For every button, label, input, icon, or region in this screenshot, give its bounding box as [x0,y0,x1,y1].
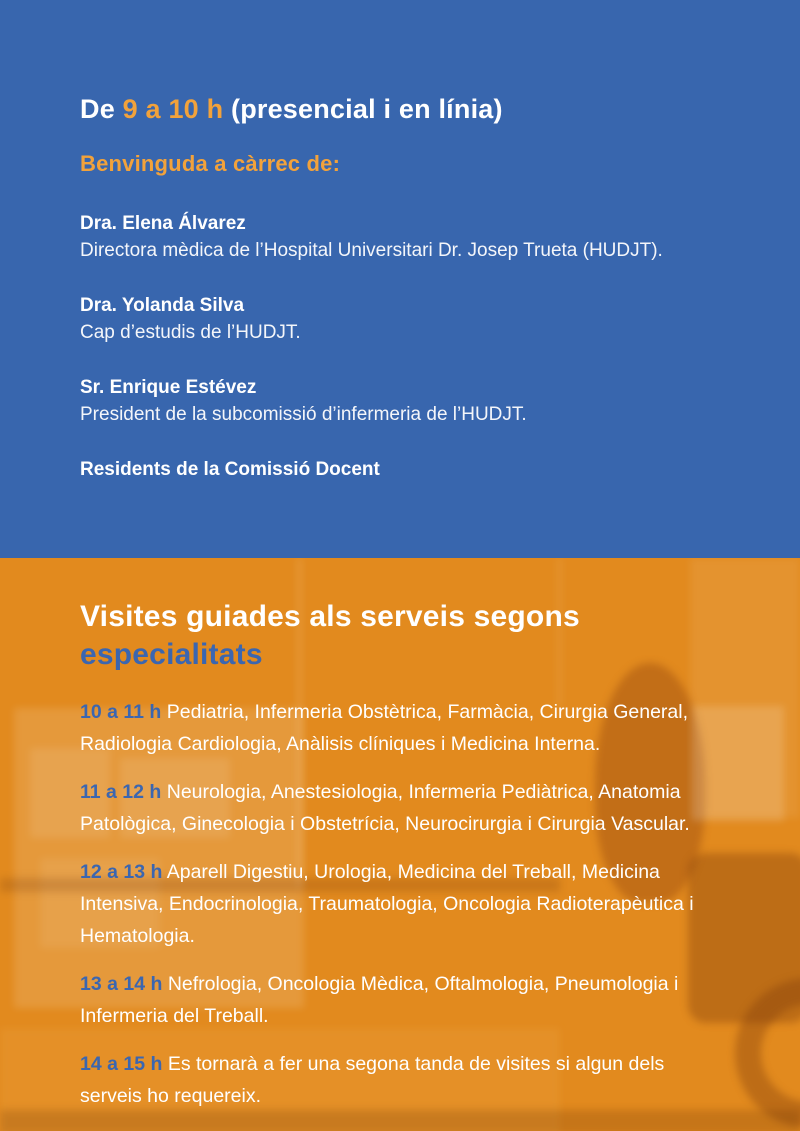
visit-services: Es tornarà a fer una segona tanda de visites si algun dels serveis ho requereix. [80,1053,665,1107]
visit-services: Neurologia, Anestesiologia, Infermeria Pediàtrica, Anatomia Patològica, Ginecologia i Obstetrícia, Neurocirurgia i Cirurgia Vascular. [80,781,690,835]
speaker-block [80,374,720,428]
session-time-range: 9 a 10 h [122,94,224,124]
visit-time-label: 12 a 13 h [80,861,163,883]
speaker-name: Dra. Elena Álvarez [80,213,246,234]
guided-visits-content [0,558,800,1112]
speaker-name: Dra. Yolanda Silva [80,295,245,316]
guided-visits-section [0,558,800,1131]
speaker-name: Sr. Enrique Estévez [80,377,257,398]
visit-slot [80,696,722,760]
speaker-block [80,292,720,346]
visit-slot [80,1048,722,1112]
visit-time-label: 13 a 14 h [80,973,163,995]
session-mode-note: (presencial i en línia) [231,94,503,124]
visit-services: Aparell Digestiu, Urologia, Medicina del Treball, Medicina Intensiva, Endocrinologia, Traumatologia, Oncologia Radioterapèutica i Hematologia. [80,861,694,947]
speaker-block [80,456,720,483]
photo-bottom-shadow [0,1110,800,1131]
visit-time-label: 14 a 15 h [80,1053,163,1075]
speaker-role: President de la subcomissió d’infermeria de l’HUDJT. [80,404,527,425]
speaker-name: Residents de la Comissió Docent [80,459,380,480]
visit-services: Pediatria, Infermeria Obstètrica, Farmàcia, Cirurgia General, Radiologia Cardiologia, Anàlisis clíniques i Medicina Interna. [80,701,689,755]
visit-services: Nefrologia, Oncologia Mèdica, Oftalmologia, Pneumologia i Infermeria del Treball. [80,973,679,1027]
visit-slot [80,776,722,840]
session-time-heading [80,92,720,126]
welcome-session-section [0,0,800,558]
visit-time-label: 11 a 12 h [80,781,162,803]
session-time-prefix: De [80,94,115,124]
speaker-role: Cap d’estudis de l’HUDJT. [80,322,301,343]
visits-heading-line2: especialitats [80,638,263,671]
visit-slot [80,968,722,1032]
visit-slot [80,856,722,952]
visit-time-label: 10 a 11 h [80,701,162,723]
speaker-block [80,210,720,264]
speaker-role: Directora mèdica de l’Hospital Universitari Dr. Josep Trueta (HUDJT). [80,240,663,261]
visits-heading-line1: Visites guiades als serveis segons [80,600,580,633]
welcome-heading: Benvinguda a càrrec de: [80,151,341,176]
visits-heading [80,598,722,674]
